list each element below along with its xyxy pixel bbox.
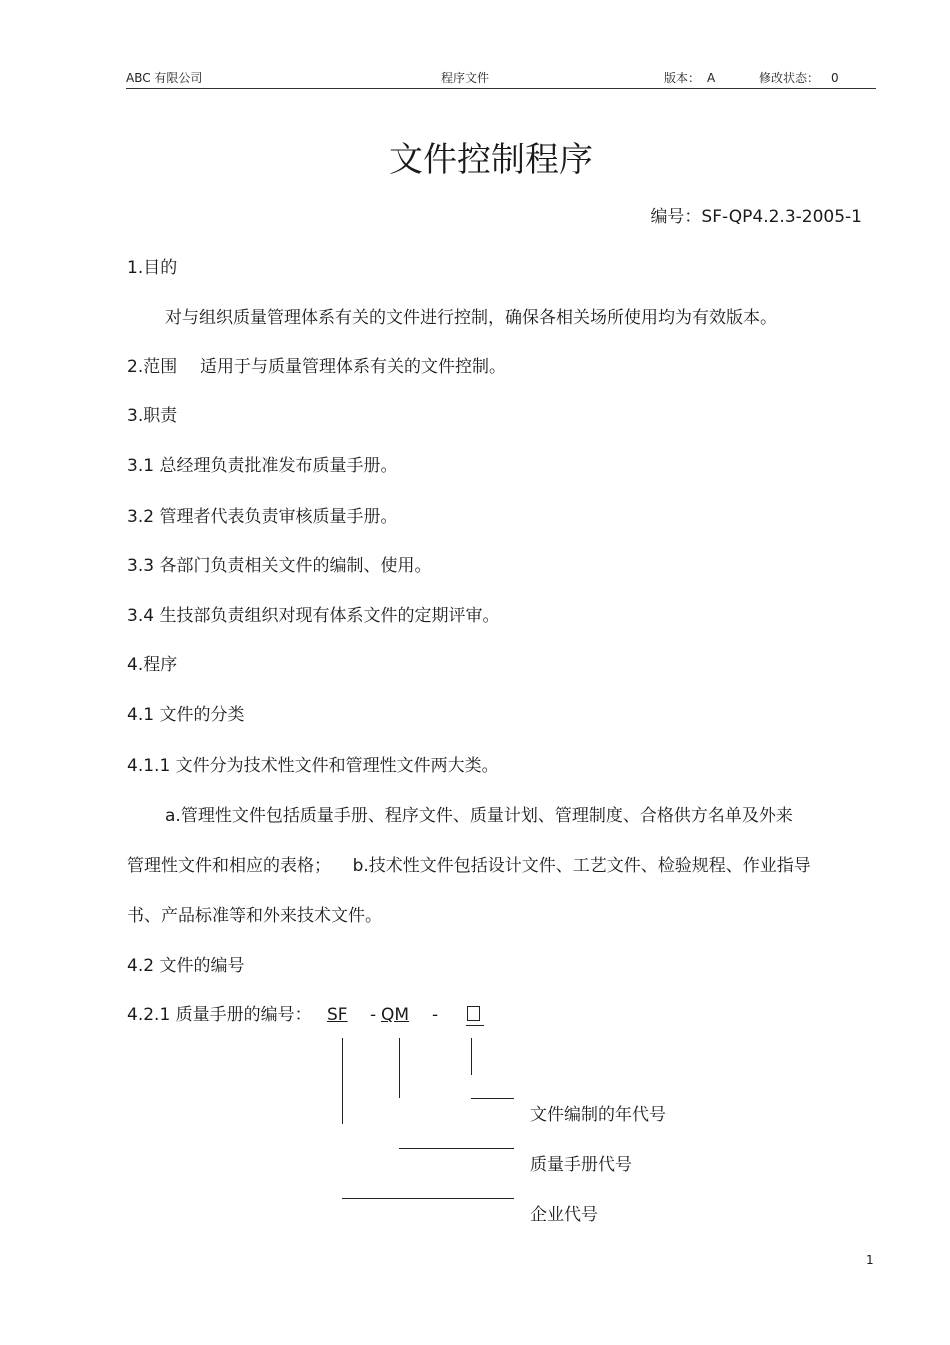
code-separator-1: - <box>370 1005 377 1025</box>
header-doc-type: 程序文件 <box>441 71 490 85</box>
placeholder-box-icon <box>467 1006 480 1021</box>
section-1-heading: 1.目的 <box>127 258 178 278</box>
label-manual-code: 质量手册代号 <box>530 1155 632 1175</box>
section-3-3: 3.3 各部门负责相关文件的编制、使用。 <box>127 556 432 576</box>
section-4-1-1-line-3: 书、产品标准等和外来技术文件。 <box>127 906 382 926</box>
section-1-body: 对与组织质量管理体系有关的文件进行控制，确保各相关场所使用均为有效版本。 <box>165 308 777 328</box>
document-number: 编号：SF-QP4.2.3-2005-1 <box>650 207 862 227</box>
section-3-4: 3.4 生技部负责组织对现有体系文件的定期评审。 <box>127 606 500 626</box>
label-year-code: 文件编制的年代号 <box>530 1105 666 1125</box>
connector-year-vertical <box>471 1038 472 1075</box>
page-title: 文件控制程序 <box>389 140 593 180</box>
header-version-value: A <box>707 71 716 85</box>
header-divider <box>126 88 876 89</box>
connector-company-horizontal <box>342 1198 514 1199</box>
code-part-manual: QM <box>381 1005 410 1025</box>
section-3-heading: 3.职责 <box>127 406 178 426</box>
label-company-code: 企业代号 <box>530 1205 598 1225</box>
code-year-underline <box>466 1025 484 1026</box>
header-version-label: 版本： <box>664 71 701 85</box>
section-3-2: 3.2 管理者代表负责审核质量手册。 <box>127 507 398 527</box>
section-2-heading: 2.范围 <box>127 357 178 377</box>
section-4-1-1-line-1: a.管理性文件包括质量手册、程序文件、质量计划、管理制度、合格供方名单及外来 <box>165 806 793 826</box>
header-revision-value: 0 <box>831 71 839 85</box>
section-4-1-1-line-2: 管理性文件和相应的表格； b.技术性文件包括设计文件、工艺文件、检验规程、作业指导 <box>127 856 811 876</box>
connector-manual-horizontal <box>399 1148 514 1149</box>
connector-manual-vertical <box>399 1038 400 1098</box>
section-4-1-1: 4.1.1 文件分为技术性文件和管理性文件两大类。 <box>127 756 499 776</box>
section-4-2: 4.2 文件的编号 <box>127 956 245 976</box>
connector-year-horizontal <box>471 1098 514 1099</box>
section-2-body: 适用于与质量管理体系有关的文件控制。 <box>200 357 506 377</box>
section-3-1: 3.1 总经理负责批准发布质量手册。 <box>127 456 398 476</box>
code-part-company: SF <box>327 1005 348 1025</box>
code-separator-2: - <box>432 1005 439 1025</box>
header-company: ABC 有限公司 <box>126 71 203 85</box>
section-4-1: 4.1 文件的分类 <box>127 705 245 725</box>
header-revision-label: 修改状态： <box>759 71 820 85</box>
code-part-year <box>467 1004 480 1026</box>
page-number: 1 <box>866 1253 874 1267</box>
section-4-heading: 4.程序 <box>127 655 178 675</box>
section-4-2-1: 4.2.1 质量手册的编号： <box>127 1005 312 1025</box>
connector-company-vertical <box>342 1038 343 1124</box>
